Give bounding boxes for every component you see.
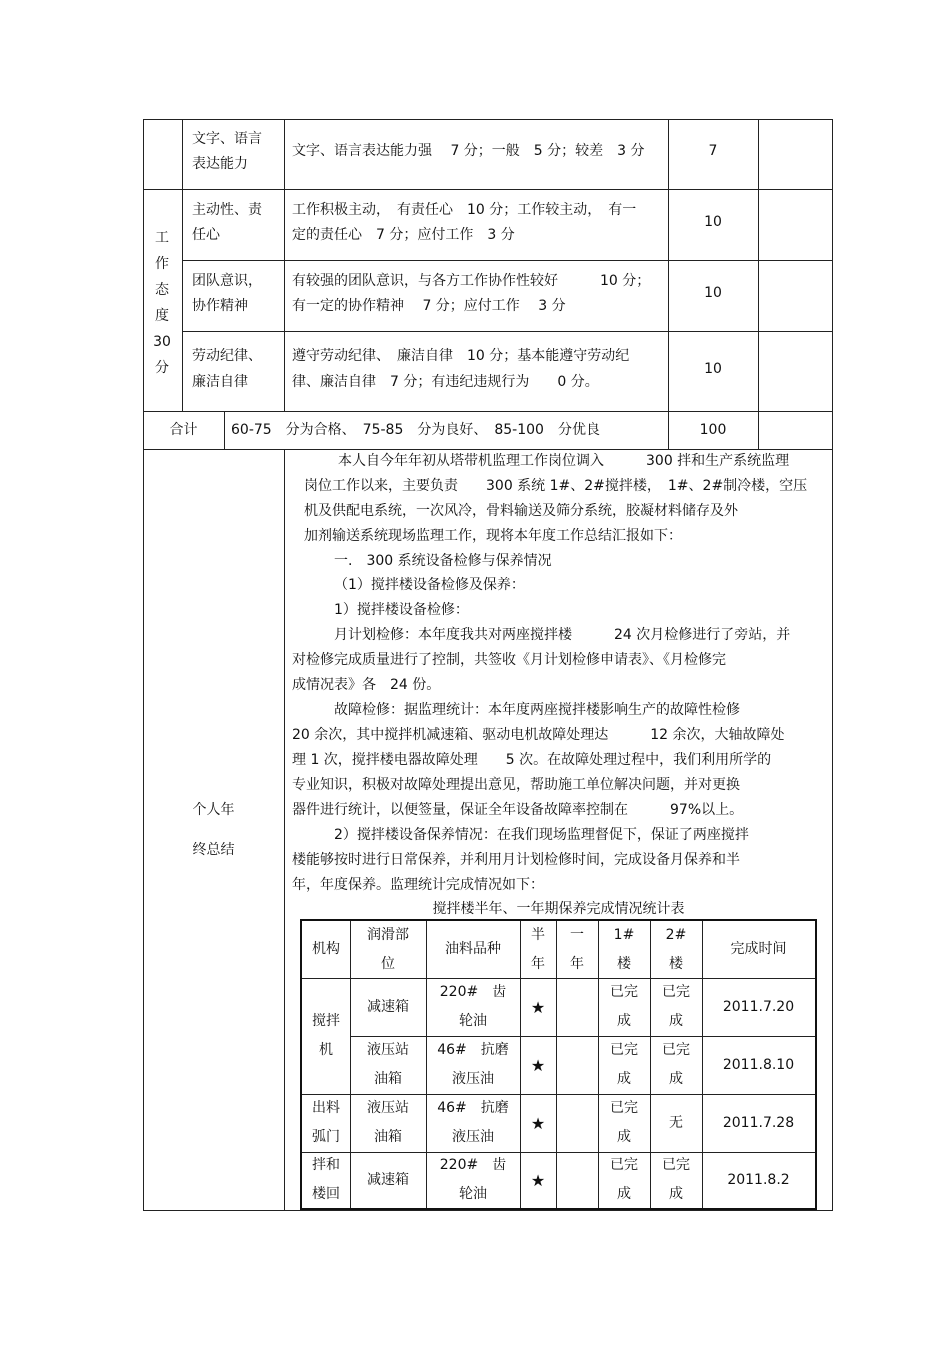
category-char: 态	[155, 282, 169, 298]
row-criteria: 文字、语言表达能力强 7 分；一般 5 分；较差 3 分	[292, 143, 645, 159]
maintenance-table	[300, 919, 817, 1210]
header-date	[702, 921, 815, 978]
summary-line: 年，年度保养。监理统计完成情况如下：	[292, 877, 544, 893]
summary-line: 器件进行统计，以便签量，保证全年设备故障率控制在 97%以上。	[292, 802, 744, 818]
org-text: 搅拌	[312, 1013, 340, 1029]
row-criteria: 定的责任心 7 分；应付工作 3 分	[292, 227, 515, 243]
star-mark: ★	[530, 1113, 546, 1133]
status-text: 无	[669, 1114, 683, 1131]
status-text: 成	[617, 1071, 631, 1087]
star-mark: ★	[530, 997, 546, 1017]
col-divider	[284, 449, 285, 1211]
date-text: 2011.8.2	[727, 1171, 790, 1188]
oil-cell	[426, 1036, 520, 1094]
row-item-label: 任心	[192, 227, 220, 243]
date-text: 2011.7.28	[722, 1114, 795, 1131]
total-score: 100	[699, 422, 727, 438]
status-text: 成	[669, 1071, 683, 1087]
oil-text: 轮油	[459, 1186, 487, 1202]
oil-cell	[426, 978, 520, 1036]
summary-line: 机及供配电系统，一次风冷，骨料输送及筛分系统，胶凝材料储存及外	[304, 503, 738, 519]
row-criteria: 律、廉洁自律 7 分；有违纪违规行为 0 分。	[292, 374, 599, 390]
half-year-cell	[520, 978, 556, 1036]
row-item-label: 劳动纪律、	[192, 348, 262, 364]
b2-cell	[650, 1152, 702, 1208]
row-divider	[143, 411, 833, 412]
status-text: 已完	[662, 1042, 690, 1058]
half-year-cell	[520, 1036, 556, 1094]
header-text: 位	[381, 955, 395, 972]
star-mark: ★	[530, 1170, 546, 1190]
row-divider	[143, 189, 833, 190]
header-text: 半	[531, 926, 545, 943]
oil-text: 220# 齿	[439, 984, 507, 1000]
header-text: 润滑部	[367, 926, 409, 943]
b1-cell	[598, 1036, 650, 1094]
date-text: 2011.7.20	[722, 998, 795, 1015]
summary-line: 楼能够按时进行日常保养，并利用月计划检修时间，完成设备月保养和半	[292, 852, 740, 868]
row-item-label: 表达能力	[192, 156, 248, 172]
b2-cell	[650, 1036, 702, 1094]
part-cell	[350, 1094, 426, 1152]
oil-text: 轮油	[459, 1013, 487, 1029]
summary-line: 月计划检修：本年度我共对两座搅拌楼 24 次月检修进行了旁站，并	[334, 627, 791, 643]
part-text: 油箱	[374, 1071, 402, 1087]
status-text: 成	[617, 1186, 631, 1202]
oil-text: 液压油	[452, 1071, 494, 1087]
row-score: 7	[708, 143, 718, 159]
summary-line: 加剂输送系统现场监理工作，现将本年度工作总结汇报如下：	[304, 528, 682, 544]
status-text: 已完	[662, 1157, 690, 1173]
oil-text: 220# 齿	[439, 1157, 507, 1173]
row-item-label: 团队意识，	[192, 273, 262, 289]
summary-line: 2）搅拌楼设备保养情况：在我们现场监理督促下，保证了两座搅拌	[334, 827, 749, 843]
b2-cell	[650, 978, 702, 1036]
summary-line: 一. 300 系统设备检修与保养情况	[334, 553, 552, 569]
status-text: 成	[617, 1129, 631, 1145]
part-cell	[350, 1036, 426, 1094]
part-cell	[350, 1152, 426, 1208]
col-divider	[224, 411, 225, 449]
header-text: 年	[570, 955, 584, 972]
total-label: 合计	[169, 422, 198, 438]
header-one-year	[556, 921, 598, 978]
org-cell	[302, 1152, 350, 1208]
date-cell	[702, 1152, 815, 1208]
header-text: 2#	[665, 926, 687, 943]
header-half-year	[520, 921, 556, 978]
col-divider	[182, 119, 183, 411]
summary-line: 故障检修：据监理统计：本年度两座搅拌楼影响生产的故障性检修	[334, 702, 740, 718]
row-score: 10	[704, 214, 722, 230]
header-building-2	[650, 921, 702, 978]
date-cell	[702, 1094, 815, 1152]
header-org	[302, 921, 350, 978]
part-cell	[350, 978, 426, 1036]
summary-line: 对检修完成质量进行了控制，共签收《月计划检修申请表》、《月检修完	[292, 652, 726, 668]
summary-line: 理 1 次，搅拌楼电器故障处理 5 次。在故障处理过程中，我们利用所学的	[292, 752, 772, 768]
summary-line: （1）搅拌楼设备检修及保养：	[334, 577, 525, 593]
half-year-cell	[520, 1152, 556, 1208]
org-text: 拌和	[312, 1157, 340, 1173]
org-cell	[302, 1094, 350, 1152]
row-score: 10	[704, 285, 722, 301]
status-text: 已完	[610, 1157, 638, 1173]
oil-cell	[426, 1094, 520, 1152]
category-label	[145, 225, 179, 381]
b1-cell	[598, 1152, 650, 1208]
header-text: 楼	[669, 955, 683, 972]
header-text: 1#	[613, 926, 635, 943]
date-cell	[702, 1036, 815, 1094]
status-text: 成	[669, 1013, 683, 1029]
org-cell	[302, 978, 350, 1094]
header-text: 完成时间	[730, 941, 787, 957]
header-text: 油料品种	[445, 941, 501, 957]
category-char: 度	[155, 308, 169, 324]
row-criteria: 遵守劳动纪律、 廉洁自律 10 分；基本能遵守劳动纪	[292, 348, 630, 364]
b1-cell	[598, 1094, 650, 1152]
status-text: 成	[669, 1186, 683, 1202]
header-part	[350, 921, 426, 978]
part-text: 减速箱	[367, 1171, 409, 1188]
summary-line: 20 余次，其中搅拌机减速箱、驱动电机故障处理达 12 余次，大轴故障处	[292, 727, 785, 743]
header-text: 一	[570, 926, 584, 943]
category-char: 30	[153, 334, 171, 350]
row-item-label: 主动性、责	[192, 202, 262, 218]
col-divider	[758, 119, 759, 449]
header-building-1	[598, 921, 650, 978]
summary-label: 个人年	[192, 802, 235, 818]
org-text: 弧门	[312, 1129, 340, 1145]
row-criteria: 工作积极主动， 有责任心 10 分；工作较主动， 有一	[292, 202, 637, 218]
part-text: 液压站	[367, 1042, 409, 1058]
oil-text: 液压油	[452, 1129, 494, 1145]
date-cell	[702, 978, 815, 1036]
status-text: 已完	[662, 984, 690, 1000]
org-text: 机	[319, 1042, 333, 1058]
oil-text: 46# 抗磨	[437, 1100, 509, 1116]
part-text: 油箱	[374, 1129, 402, 1145]
status-text: 已完	[610, 984, 638, 1000]
summary-line: 岗位工作以来，主要负责 300 系统 1#、2#搅拌楼， 1#、2#制冷楼，空压	[304, 478, 808, 494]
row-score: 10	[704, 361, 722, 377]
category-char: 工	[155, 230, 169, 246]
row-criteria: 有较强的团队意识，与各方工作协作性较好 10 分；	[292, 273, 651, 289]
b2-cell	[650, 1094, 702, 1152]
summary-line: 专业知识，积极对故障处理提出意见，帮助施工单位解决问题，并对更换	[292, 777, 740, 793]
star-mark: ★	[530, 1055, 546, 1075]
status-text: 已完	[610, 1100, 638, 1116]
category-char: 分	[155, 360, 169, 376]
part-text: 液压站	[367, 1100, 409, 1116]
table-title: 搅拌楼半年、一年期保养完成情况统计表	[432, 901, 685, 917]
row-item-label: 廉洁自律	[192, 374, 248, 390]
row-item-label: 协作精神	[192, 298, 248, 314]
row-divider	[182, 331, 833, 332]
category-char: 作	[155, 256, 169, 272]
total-criteria: 60-75 分为合格、 75-85 分为良好、 85-100 分优良	[231, 422, 600, 438]
part-text: 减速箱	[367, 998, 409, 1015]
status-text: 成	[617, 1013, 631, 1029]
summary-label: 终总结	[192, 842, 235, 858]
summary-line: 1）搅拌楼设备检修：	[334, 602, 469, 618]
org-text: 楼回	[312, 1186, 340, 1202]
summary-line: 本人自今年年初从塔带机监理工作岗位调入 300 拌和生产系统监理	[338, 453, 790, 469]
date-text: 2011.8.10	[722, 1056, 795, 1073]
row-item-label: 文字、语言	[192, 131, 262, 147]
summary-line: 成情况表》各 24 份。	[292, 677, 441, 693]
col-divider	[284, 119, 285, 411]
org-text: 出料	[312, 1100, 340, 1116]
row-criteria: 有一定的协作精神 7 分；应付工作 3 分	[292, 298, 566, 314]
half-year-cell	[520, 1094, 556, 1152]
header-text: 机构	[312, 941, 340, 957]
row-divider	[182, 260, 833, 261]
header-oil	[426, 921, 520, 978]
b1-cell	[598, 978, 650, 1036]
oil-cell	[426, 1152, 520, 1208]
header-text: 年	[531, 955, 545, 972]
status-text: 已完	[610, 1042, 638, 1058]
header-text: 楼	[617, 955, 631, 972]
oil-text: 46# 抗磨	[437, 1042, 509, 1058]
